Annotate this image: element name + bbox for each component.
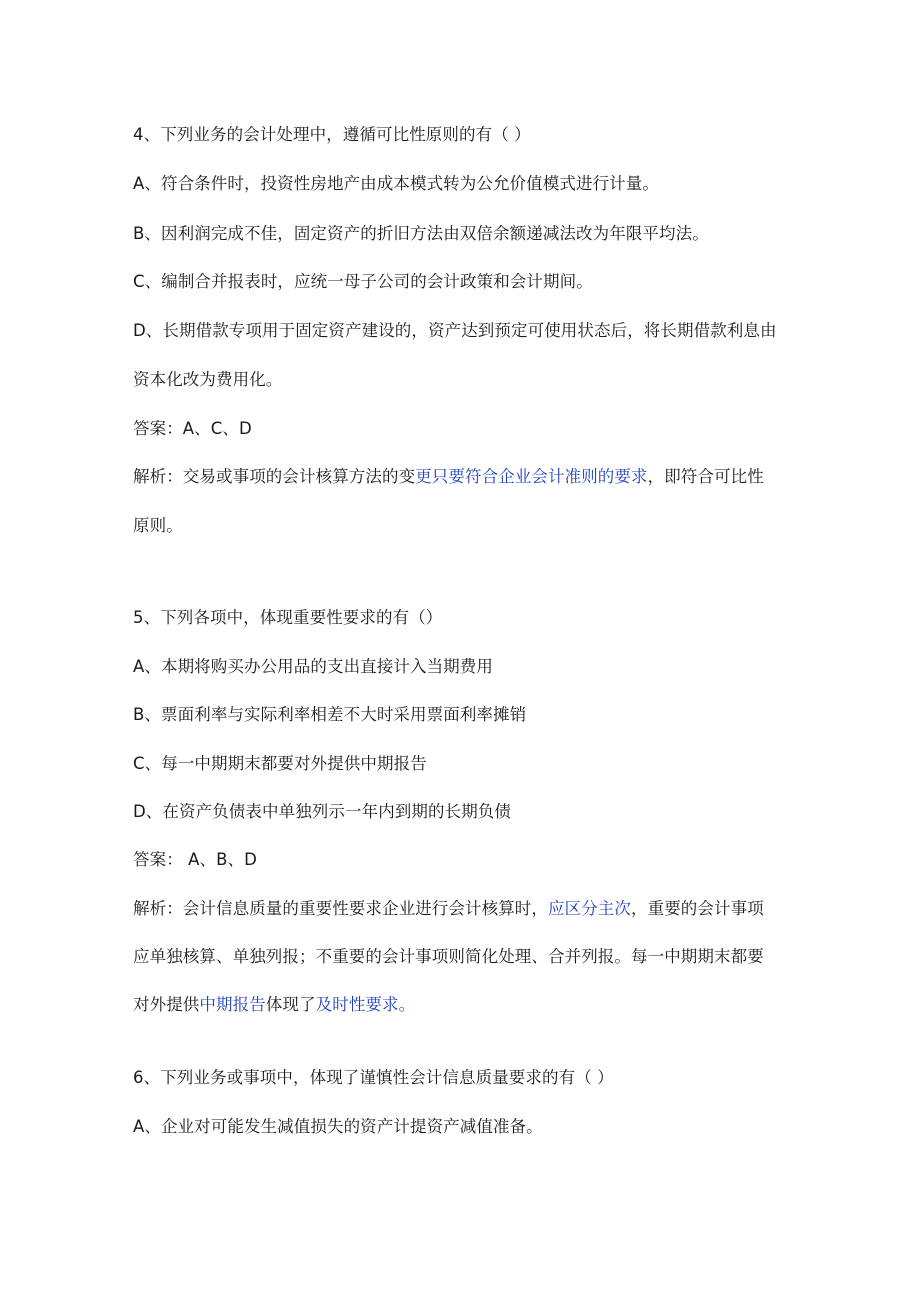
question-4-analysis-line-2: 原则。 [133, 516, 183, 535]
analysis-text: ，重要的会计事项 [631, 899, 764, 918]
analysis-text: 对外提供 [133, 995, 200, 1014]
question-4-option-d-line-2: 资本化改为费用化。 [133, 370, 283, 389]
question-5-answer: 答案： A、B、D [133, 850, 257, 869]
question-6-title: 6、下列业务或事项中，体现了谨慎性会计信息质量要求的有（ ） [133, 1068, 614, 1087]
question-5-analysis-line-1 [133, 897, 813, 921]
question-4-title: 4、下列业务的会计处理中，遵循可比性原则的有（ ） [133, 125, 531, 144]
question-4-analysis-line-1 [133, 465, 813, 489]
question-5-analysis-line-3 [133, 993, 813, 1017]
question-5-analysis-line-2: 应单独核算、单独列报；不重要的会计事项则简化处理、合并列报。每一中期期末都要 [133, 947, 764, 966]
analysis-text: ，即符合可比性 [647, 467, 764, 486]
question-4-answer: 答案：A、C、D [133, 419, 252, 438]
analysis-text: 体现了 [265, 995, 316, 1014]
question-5-option-d: D、在资产负债表中单独列示一年内到期的长期负债 [133, 802, 512, 821]
question-4-option-b: B、因利润完成不佳，固定资产的折旧方法由双倍余额递减法改为年限平均法。 [133, 224, 709, 243]
analysis-highlight: 应区分主次 [548, 899, 631, 918]
analysis-text: 解析：交易或事项的会计核算方法的变 [133, 467, 416, 486]
analysis-highlight: 中期报告 [199, 995, 266, 1014]
question-5-title: 5、下列各项中，体现重要性要求的有（） [133, 608, 443, 627]
analysis-highlight: 及时性要求。 [315, 995, 416, 1014]
question-5-option-a: A、本期将购买办公用品的支出直接计入当期费用 [133, 657, 493, 676]
question-5-option-b: B、票面利率与实际利率相差不大时采用票面利率摊销 [133, 705, 527, 724]
question-4-option-d-line-1: D、长期借款专项用于固定资产建设的，资产达到预定可使用状态后，将长期借款利息由 [133, 321, 777, 340]
question-4-option-c: C、编制合并报表时，应统一母子公司的会计政策和会计期间。 [133, 272, 593, 291]
analysis-text: 解析：会计信息质量的重要性要求企业进行会计核算时， [133, 899, 548, 918]
question-4-option-a: A、符合条件时，投资性房地产由成本模式转为公允价值模式进行计量。 [133, 174, 659, 193]
question-5-option-c: C、每一中期期末都要对外提供中期报告 [133, 754, 427, 773]
analysis-highlight: 更只要符合企业会计准则的要求 [415, 467, 648, 486]
question-6-option-a: A、企业对可能发生减值损失的资产计提资产减值准备。 [133, 1117, 543, 1136]
